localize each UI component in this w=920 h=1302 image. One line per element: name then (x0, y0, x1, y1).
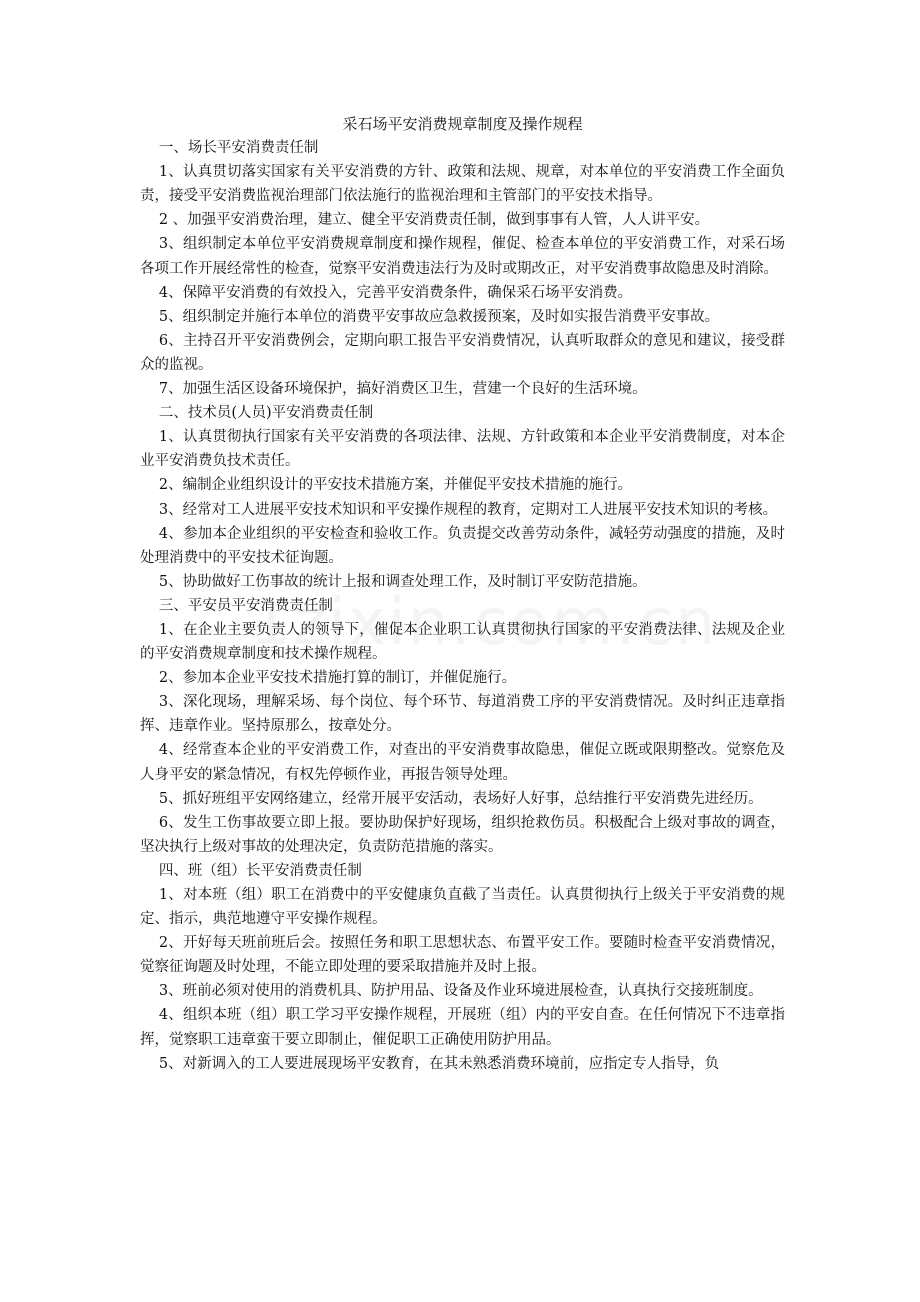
paragraph: 3、组织制定本单位平安消费规章制度和操作规程，催促、检查本单位的平安消费工作，对采石场各项工作开展经常性的检查，觉察平安消费违法行为及时或期改正，对平安消费事故隐患及时消除。 (140, 236, 785, 277)
paragraph: 2、开好每天班前班后会。按照任务和职工思想状态、布置平安工作。要随时检查平安消费情况，觉察征询题及时处理，不能立即处理的要采取措施并及时上报。 (140, 935, 785, 976)
paragraph: 1、在企业主要负责人的领导下，催促本企业职工认真贯彻执行国家的平安消费法律、法规及企业的平安消费规章制度和技术操作规程。 (140, 621, 785, 663)
paragraph: 3、经常对工人进展平安技术知识和平安操作规程的教育，定期对工人进展平安技术知识的考核。 (158, 501, 778, 518)
paragraph: 5、组织制定并施行本单位的消费平安事故应急救援预案，及时如实报告消费平安事故。 (158, 308, 720, 325)
paragraph: 2 、加强平安消费治理，建立、健全平安消费责任制，做到事事有人管，人人讲平安。 (158, 212, 710, 229)
section-heading: 四、班（组）长平安消费责任制 (158, 862, 362, 879)
paragraph: 7、加强生活区设备环境保护，搞好消费区卫生，营建一个良好的生活环境。 (158, 381, 647, 398)
paragraph: 2、编制企业组织设计的平安技术措施方案，并催促平安技术措施的施行。 (158, 477, 633, 494)
paragraph: 1、认真贯彻执行国家有关平安消费的各项法律、法规、方针政策和本企业平安消费制度，对本企业平安消费负技术责任。 (140, 429, 785, 470)
paragraph: 4、参加本企业组织的平安检查和验收工作。负责提交改善劳动条件，减轻劳动强度的措施，及时处理消费中的平安技术征询题。 (140, 525, 785, 566)
paragraph: 2、参加本企业平安技术措施打算的制订，并催促施行。 (158, 670, 517, 687)
section-heading: 二、技术员(人员)平安消费责任制 (158, 405, 374, 422)
paragraph: 5、对新调入的工人要进展现场平安教育，在其未熟悉消费环境前，应指定专人指导，负 (158, 1055, 720, 1072)
paragraph: 4、经常查本企业的平安消费工作，对查出的平安消费事故隐患，催促立既或限期整改。觉察危及人身平安的紧急情况，有权先停顿作业，再报告领导处理。 (140, 742, 785, 783)
paragraph: 5、抓好班组平安网络建立，经常开展平安活动，表场好人好事，总结推行平安消费先进经历。 (158, 790, 763, 807)
paragraph: 1、对本班（组）职工在消费中的平安健康负直截了当责任。认真贯彻执行上级关于平安消费的规定、指示，典范地遵守平安操作规程。 (140, 887, 785, 928)
paragraph: 3、深化现场，理解采场、每个岗位、每个环节、每道消费工序的平安消费情况。及时纠正违章指挥、违章作业。坚持原那么，按章处分。 (140, 694, 785, 735)
paragraph: 1、认真贯切落实国家有关平安消费的方针、政策和法规、规章，对本单位的平安消费工作全面负责，接受平安消费监视治理部门依法施行的监视治理和主管部门的平安技术指导。 (140, 164, 785, 205)
document-body (140, 112, 785, 1076)
paragraph: 6、主持召开平安消费例会，定期向职工报告平安消费情况，认真听取群众的意见和建议，接受群众的监视。 (140, 332, 785, 373)
paragraph: 3、班前必须对使用的消费机具、防护用品、设备及作业环境进展检查，认真执行交接班制度。 (158, 983, 763, 1000)
section-heading: 一、场长平安消费责任制 (158, 140, 319, 157)
document-title: 采石场平安消费规章制度及操作规程 (342, 115, 583, 133)
paragraph: 6、发生工伤事故要立即上报。要协助保护好现场，组织抢救伤员。积极配合上级对事故的调查，坚决执行上级对事故的处理决定，负责防范措施的落实。 (140, 814, 785, 855)
paragraph: 4、保障平安消费的有效投入，完善平安消费条件，确保采石场平安消费。 (158, 284, 633, 301)
paragraph: 4、组织本班（组）职工学习平安操作规程，开展班（组）内的平安自查。在任何情况下不违章指挥，觉察职工违章蛮干要立即制止，催促职工正确使用防护用品。 (140, 1007, 785, 1048)
paragraph: 5、协助做好工伤事故的统计上报和调查处理工作，及时制订平安防范措施。 (158, 573, 647, 590)
section-heading: 三、平安员平安消费责任制 (158, 597, 333, 614)
